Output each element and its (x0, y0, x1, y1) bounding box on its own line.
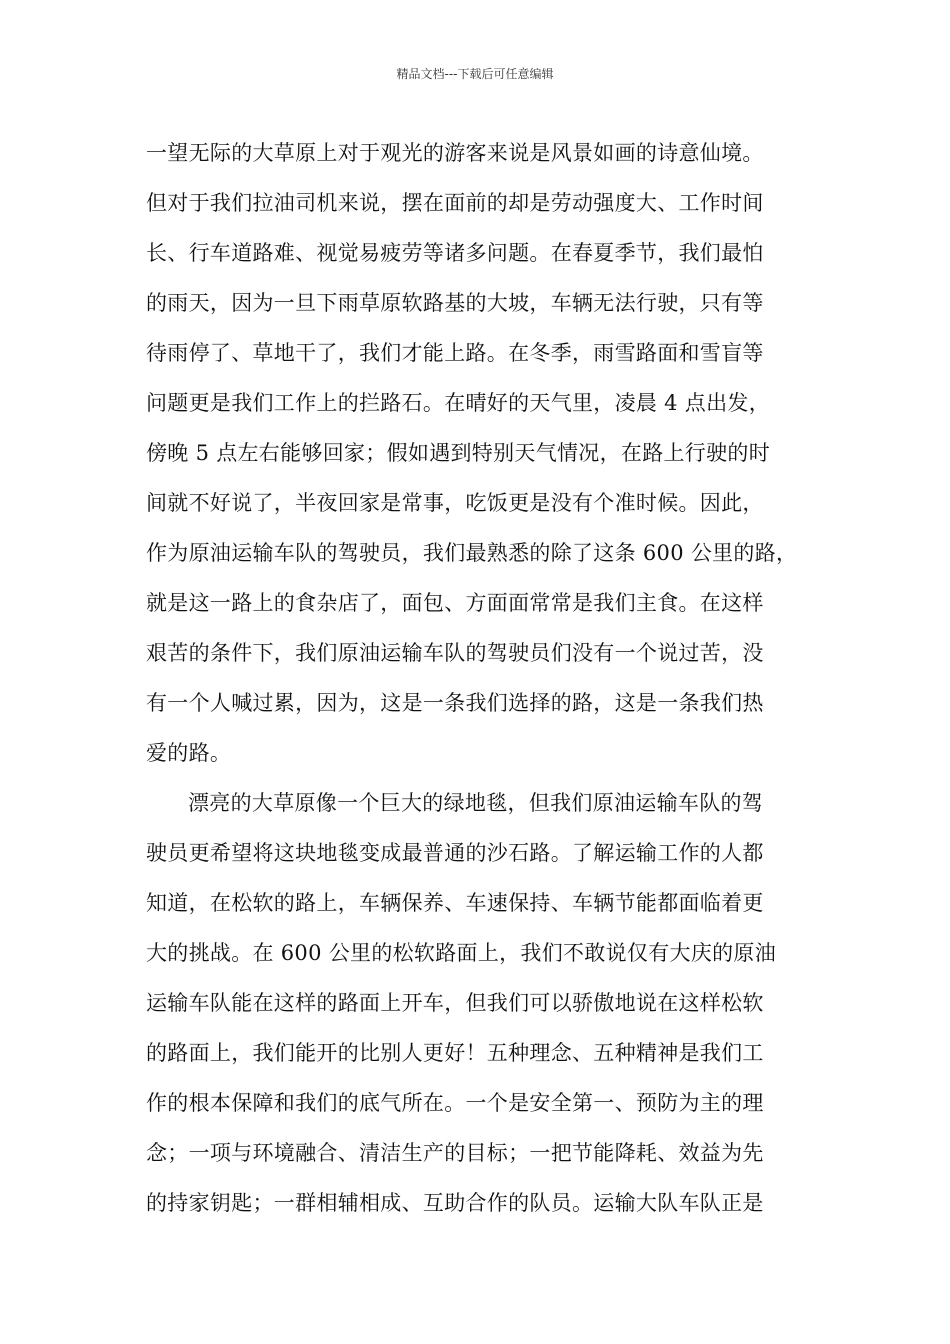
text-line: 作为原油运输车队的驾驶员，我们最熟悉的除了这条 600 公里的路， (146, 541, 798, 565)
text-line: 间就不好说了，半夜回家是常事，吃饭更是没有个准时候。因此， (146, 491, 764, 515)
text-line: 知道，在松软的路上，车辆保养、车速保持、车辆节能都面临着更 (146, 891, 764, 915)
text-line: 的持家钥匙；一群相辅相成、互助合作的队员。运输大队车队正是 (146, 1191, 764, 1215)
text-line: 作的根本保障和我们的底气所在。一个是安全第一、预防为主的理 (146, 1091, 764, 1115)
text-line: 长、行车道路难、视觉易疲劳等诸多问题。在春夏季节，我们最怕 (146, 241, 764, 265)
text-line: 就是这一路上的食杂店了，面包、方面面常常是我们主食。在这样 (146, 591, 764, 615)
text-line: 驶员更希望将这块地毯变成最普通的沙石路。了解运输工作的人都 (146, 841, 764, 865)
page-header: 精品文档---下载后可任意编辑 (396, 67, 554, 81)
text-line: 但对于我们拉油司机来说，摆在面前的却是劳动强度大、工作时间 (146, 191, 764, 215)
text-line: 爱的路。 (146, 741, 232, 765)
text-line: 待雨停了、草地干了，我们才能上路。在冬季，雨雪路面和雪盲等 (146, 341, 764, 365)
text-line: 运输车队能在这样的路面上开车，但我们可以骄傲地说在这样松软 (146, 991, 764, 1015)
text-line: 有一个人喊过累，因为，这是一条我们选择的路，这是一条我们热 (146, 691, 764, 715)
paragraph-2 (146, 778, 808, 1228)
text-line: 问题更是我们工作上的拦路石。在晴好的天气里，凌晨 4 点出发， (146, 391, 771, 415)
text-line: 的雨天，因为一旦下雨草原软路基的大坡，车辆无法行驶，只有等 (146, 291, 764, 315)
text-line: 念；一项与环境融合、清洁生产的目标；一把节能降耗、效益为先 (146, 1141, 764, 1165)
paragraph-1 (146, 128, 808, 778)
text-line: 漂亮的大草原像一个巨大的绿地毯，但我们原油运输车队的驾 (188, 791, 764, 815)
document-body (146, 128, 808, 1228)
text-line: 一望无际的大草原上对于观光的游客来说是风景如画的诗意仙境。 (146, 141, 764, 165)
text-line: 艰苦的条件下，我们原油运输车队的驾驶员们没有一个说过苦，没 (146, 641, 764, 665)
text-line: 大的挑战。在 600 公里的松软路面上，我们不敢说仅有大庆的原油 (146, 941, 777, 965)
text-line: 傍晚 5 点左右能够回家；假如遇到特别天气情况，在路上行驶的时 (146, 441, 771, 465)
text-line: 的路面上，我们能开的比别人更好！五种理念、五种精神是我们工 (146, 1041, 764, 1065)
